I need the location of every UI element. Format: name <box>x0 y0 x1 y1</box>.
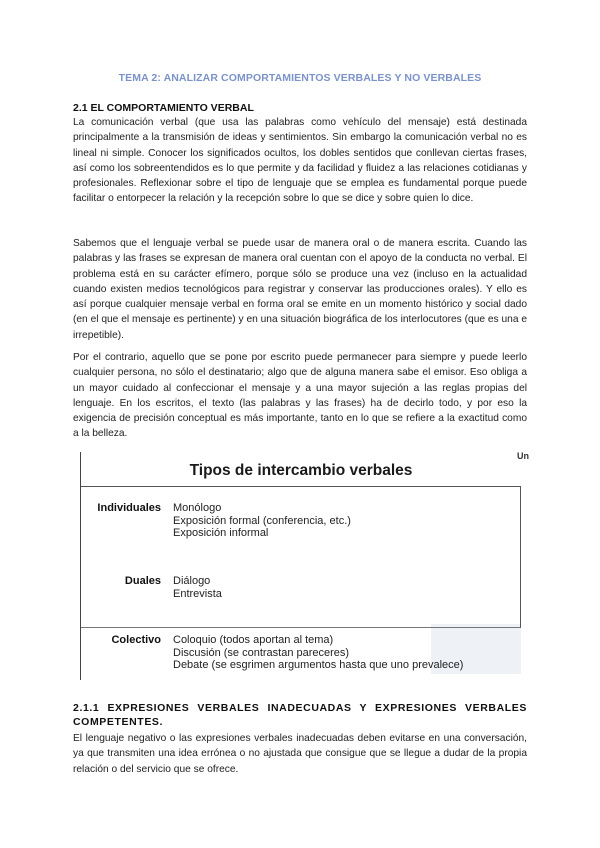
paragraph-2: Sabemos que el lenguaje verbal se puede usar de manera oral o de manera escrita. Cuando las palabras y las frases se expresan de manera oral cuentan con el apoyo de la conducta no verbal. El problema está en su carácter efímero, porque sólo se produce una vez (incluso en la actualidad cuando existen medios tecnológicos para registrar y conservar las producciones orales). Y ello es así porque cualquier mensaje verbal en forma oral se emite en un momento histórico y social dado (en el que el mensaje es pertinente) y en una situación biográfica de los interlocutores (que es una e irrepetible). <box>73 238 527 341</box>
row-label: Colectivo <box>111 634 161 646</box>
row-item: Exposición informal <box>173 527 269 539</box>
exchange-types-figure <box>80 452 529 680</box>
row-item: Discusión (se contrastan pareceres) <box>173 646 350 659</box>
figure-corner-text: Un <box>517 451 529 461</box>
row-item: Entrevista <box>173 587 222 600</box>
subsection-heading: 2.1.1 EXPRESIONES VERBALES INADECUADAS Y EXPRESIONES VERBALES COMPETENTES. <box>73 702 527 728</box>
row-label: Duales <box>124 575 161 587</box>
paragraph-4: El lenguaje negativo o las expresiones verbales inadecuadas deben evitarse en una conversación, ya que transmiten una idea errónea o no ajustada que consigue que se llegue a dudar de la propia relación o del servicio que se ofrece. <box>73 733 527 775</box>
row-item: Debate (se esgrimen argumentos hasta que uno prevalece) <box>173 659 464 671</box>
row-item: Monólogo <box>173 502 222 514</box>
figure-title: Tipos de intercambio verbales <box>189 462 413 479</box>
document-title: TEMA 2: ANALIZAR COMPORTAMIENTOS VERBALES Y NO VERBALES <box>118 72 482 84</box>
row-items <box>173 634 463 672</box>
paragraph-3: Por el contrario, aquello que se pone por escrito puede permanecer para siempre y puede leerlo cualquier persona, no sólo el destinatario; algo que de alguna manera sabe el emisor. Eso obliga a un mayor cuidado al confeccionar el mensaje y a una mayor sujeción a las reglas propias del lenguaje. En los escritos, el texto (las palabras y las frases) ha de decirlo todo, y por eso la exigencia de precisión conceptual es más importante, tanto en lo que se refiere a la exactitud como a la belleza. <box>73 352 527 440</box>
row-item: Coloquio (todos aportan al tema) <box>173 634 334 646</box>
row-items <box>173 502 351 540</box>
section-heading: 2.1 EL COMPORTAMIENTO VERBAL <box>73 102 254 114</box>
row-item: Exposición formal (conferencia, etc.) <box>173 514 351 527</box>
row-item: Diálogo <box>173 575 211 587</box>
figure-divider <box>81 486 521 487</box>
row-items <box>173 575 222 600</box>
row-label: Individuales <box>97 502 161 514</box>
paragraph-1: La comunicación verbal (que usa las palabras como vehículo del mensaje) está destinada principalmente a la transmisión de ideas y sentimientos. Sin embargo la comunicación verbal no es lineal ni simple. Conocer los significados ocultos, los dobles sentidos que conllevan ciertas frases, así como los sobreentendidos es lo que permite y da facilidad y fluidez a las relaciones cotidianas y profesionales. Reflexionar sobre el tipo de lenguaje que se emplea es fundamental porque puede facilitar o entorpecer la relación y la recepción sobre lo que se dice y sobre quien lo dice. <box>73 117 527 205</box>
